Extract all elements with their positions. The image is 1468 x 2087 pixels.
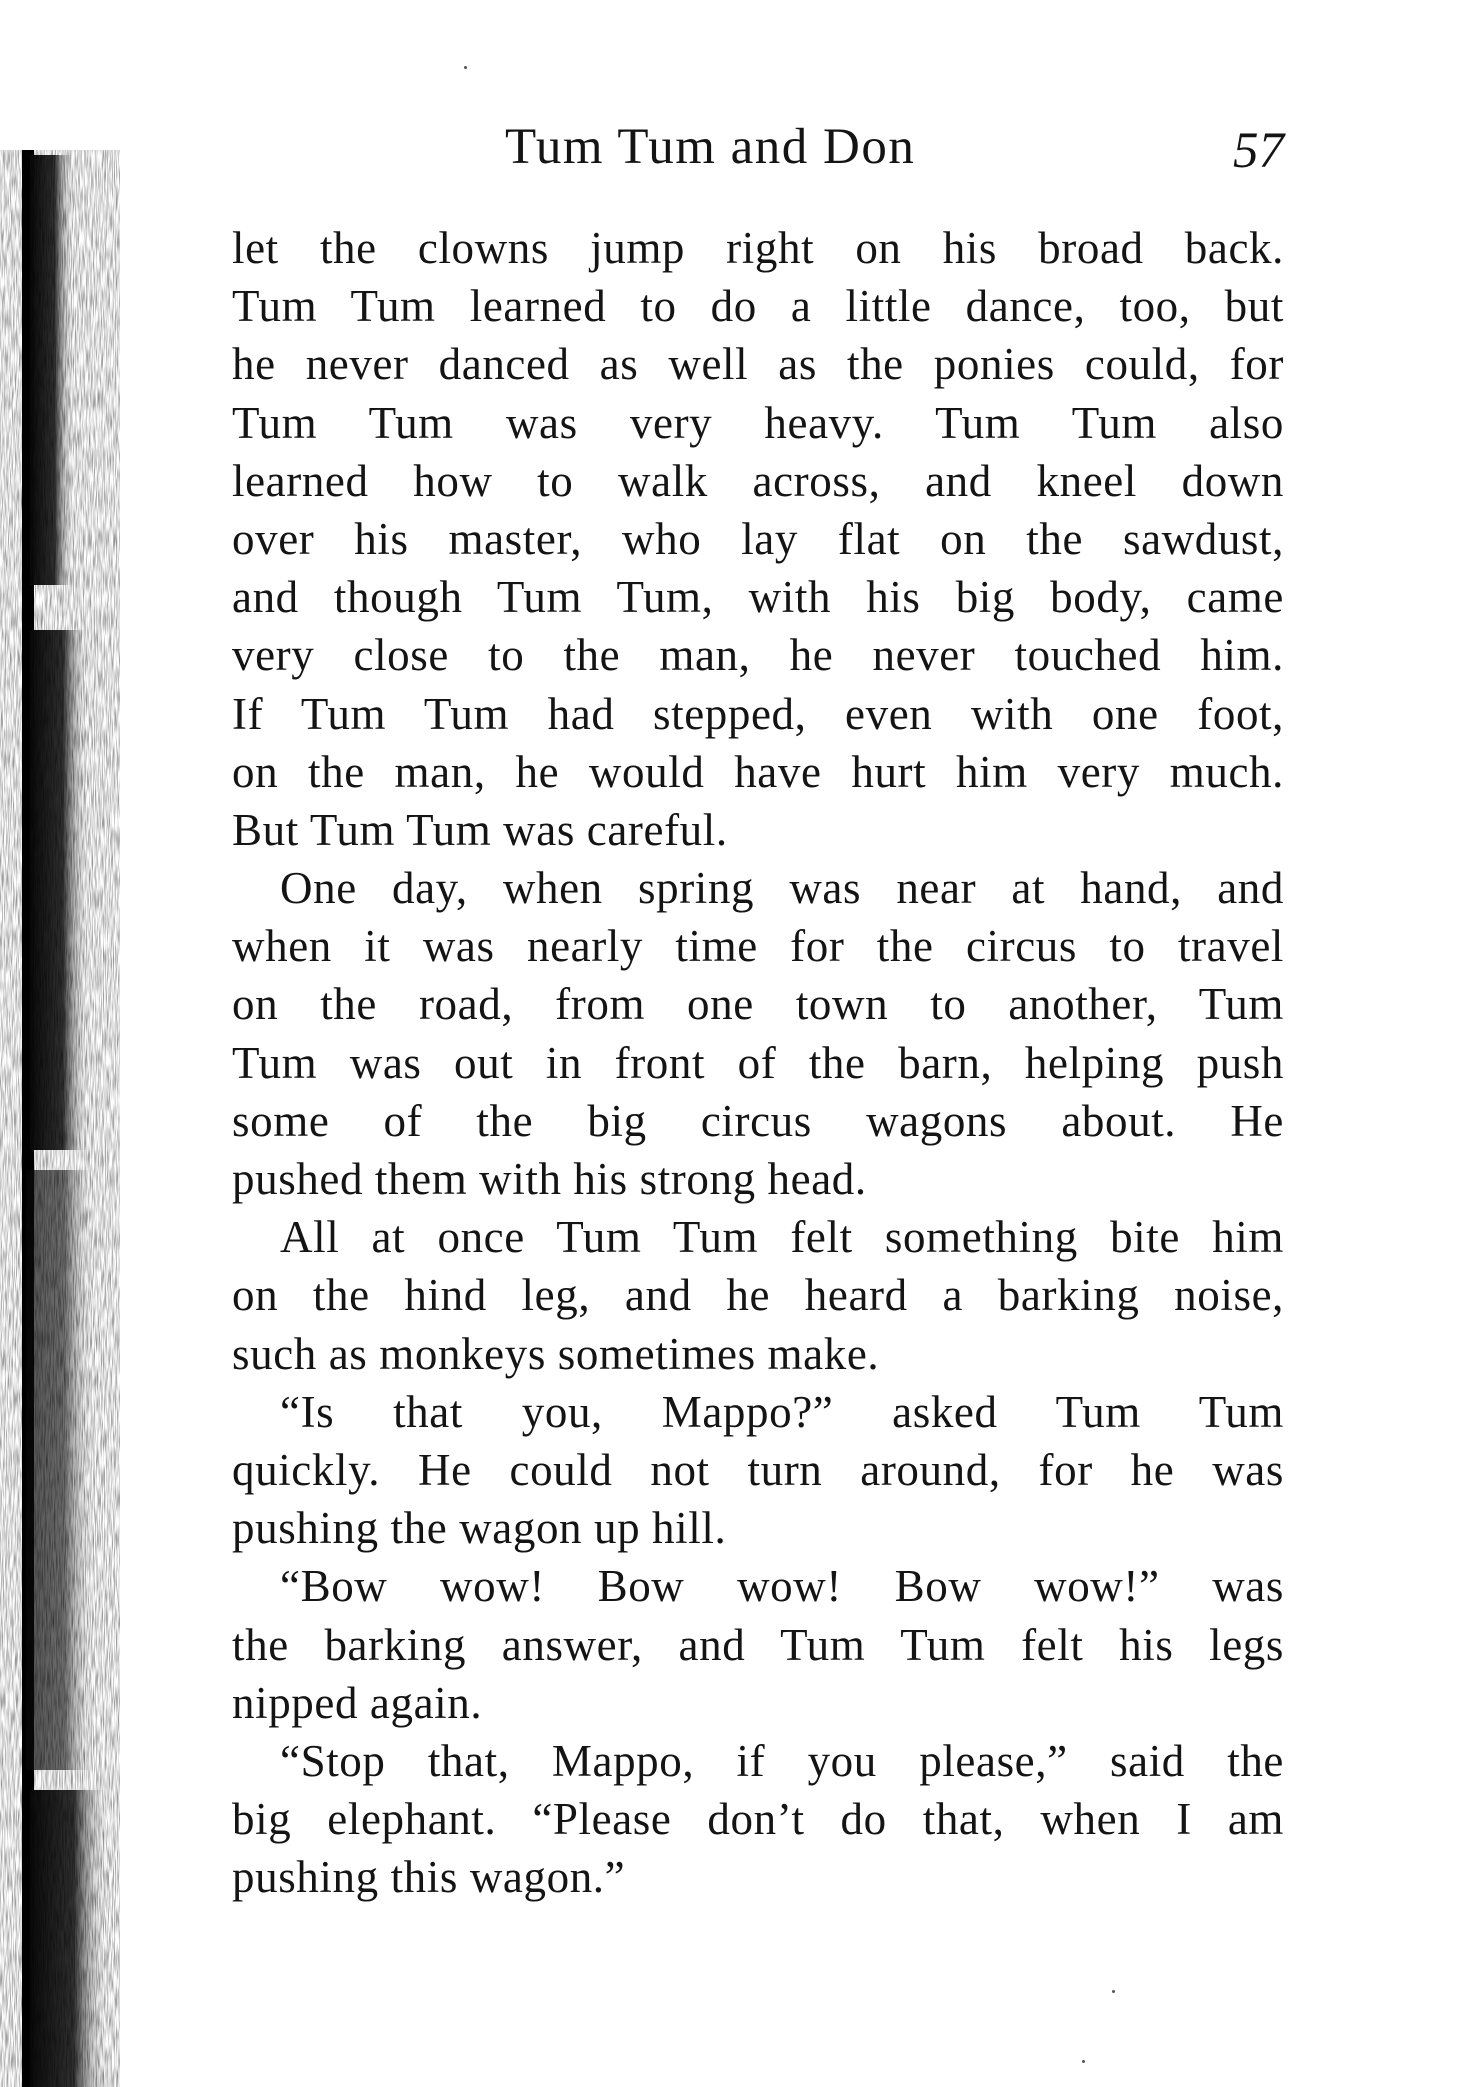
- text-line: on the hind leg, and he heard a barking noise,: [232, 1270, 1284, 1321]
- text-line: learned how to walk across, and kneel down: [232, 455, 1284, 506]
- text-line: All at once Tum Tum felt something bite him: [280, 1212, 1284, 1263]
- text-line: let the clowns jump right on his broad back.: [232, 223, 1284, 273]
- text-line: over his master, who lay flat on the sawdust,: [232, 513, 1284, 564]
- text-line: Tum Tum was very heavy. Tum Tum also: [232, 397, 1284, 448]
- text-line: nipped again.: [232, 1677, 483, 1728]
- text-line: such as monkeys sometimes make.: [232, 1328, 880, 1379]
- text-line: Tum was out in front of the barn, helping push: [232, 1037, 1284, 1088]
- text-line: If Tum Tum had stepped, even with one foot,: [232, 688, 1284, 739]
- running-title: Tum Tum and Don: [505, 119, 916, 175]
- text-line: on the man, he would have hurt him very much.: [232, 746, 1284, 797]
- text-line: big elephant. “Please don’t do that, when I am: [232, 1794, 1284, 1845]
- scanned-binding-shadow: [0, 150, 120, 2087]
- text-line: on the road, from one town to another, Tum: [232, 979, 1284, 1030]
- text-line: One day, when spring was near at hand, and: [280, 863, 1284, 914]
- text-line: when it was nearly time for the circus to travel: [232, 921, 1284, 972]
- scan-speck: [464, 66, 467, 69]
- running-head: [232, 118, 1284, 188]
- text-line: “Stop that, Mappo, if you please,” said the: [280, 1735, 1284, 1786]
- text-line: Tum Tum learned to do a little dance, too, but: [232, 281, 1284, 332]
- text-line: very close to the man, he never touched him.: [232, 630, 1284, 681]
- scan-speck: [1112, 1990, 1115, 1993]
- text-line: the barking answer, and Tum Tum felt his legs: [232, 1619, 1284, 1670]
- text-line: and though Tum Tum, with his big body, came: [232, 572, 1284, 623]
- text-line: quickly. He could not turn around, for he was: [232, 1444, 1284, 1495]
- text-line: “Bow wow! Bow wow! Bow wow!” was: [280, 1561, 1284, 1612]
- text-line: pushed them with his strong head.: [232, 1154, 867, 1204]
- body-text: [232, 219, 1284, 1906]
- text-line: some of the big circus wagons about. He: [232, 1095, 1284, 1146]
- text-line: pushing this wagon.”: [232, 1852, 626, 1903]
- scan-speck: [1082, 2060, 1085, 2063]
- page-number: 57: [1233, 123, 1284, 179]
- text-line: pushing the wagon up hill.: [232, 1503, 727, 1554]
- text-line: he never danced as well as the ponies could, for: [232, 339, 1284, 390]
- text-line: “Is that you, Mappo?” asked Tum Tum: [280, 1386, 1284, 1437]
- text-line: But Tum Tum was careful.: [232, 804, 728, 855]
